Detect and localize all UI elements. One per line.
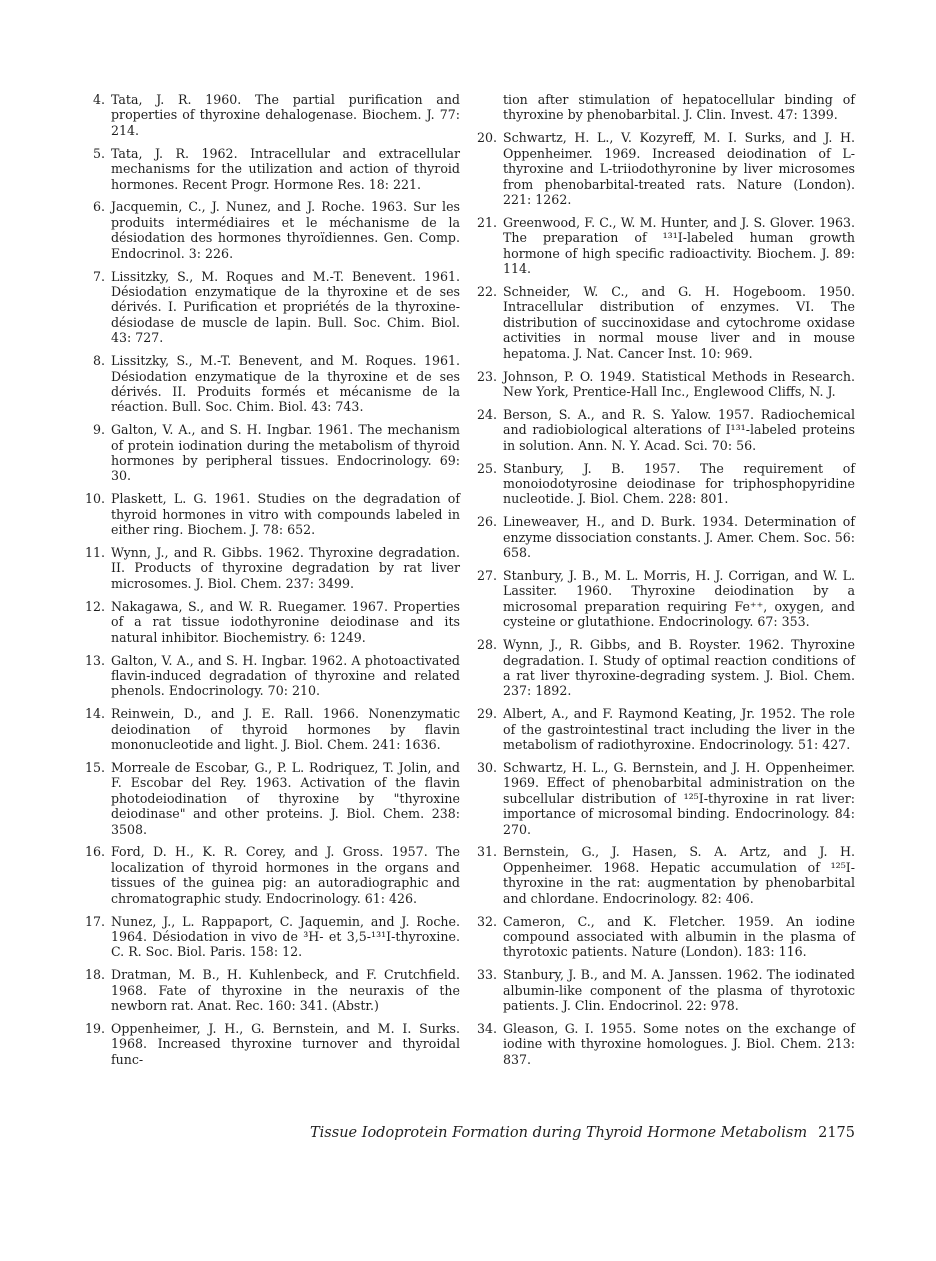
reference-entry bbox=[477, 637, 855, 699]
running-title: Tissue Iodoprotein Formation during Thyroid Hormone Metabolism bbox=[310, 1125, 808, 1141]
reference-number: 24. bbox=[477, 406, 498, 422]
reference-entry bbox=[85, 92, 460, 138]
reference-entry bbox=[477, 461, 855, 507]
reference-number: 10. bbox=[85, 491, 106, 507]
reference-text: Schwartz, H. L., G. Bernstein, and J. H. Oppenheimer. 1969. Effect of phenobarbital administration on the subcellular distribution of ¹²⁵I-thyroxine in rat liver: importance of microsomal binding. Endocrinology. 84: 270. bbox=[503, 759, 855, 837]
reference-text: tion after stimulation of hepatocellular binding of thyroxine by phenobarbital. J. Clin. Invest. 47: 1399. bbox=[503, 92, 855, 123]
reference-number: 9. bbox=[92, 422, 105, 438]
reference-text: Johnson, P. O. 1949. Statistical Methods in Research. New York, Prentice-Hall Inc., Englewood Cliffs, N. J. bbox=[503, 368, 855, 399]
reference-text: Morreale de Escobar, G., P. L. Rodriquez, T. Jolin, and F. Escobar del Rey. 1963. Activation of the flavin photodeiodination of thyroxine by "thyroxine deiodinase" and other proteins. J. Biol. Chem. 238: 3508. bbox=[111, 759, 460, 837]
reference-text: Stanbury, J. B., and M. A. Janssen. 1962. The iodinated albumin-like component of the plasma of thyrotoxic patients. J. Clin. Endocrinol. 22: 978. bbox=[503, 967, 855, 1014]
reference-text: Lineweaver, H., and D. Burk. 1934. Determination of enzyme dissociation constants. J. Amer. Chem. Soc. 56: 658. bbox=[503, 514, 855, 561]
reference-entry bbox=[477, 284, 855, 361]
reference-text: Stanbury, J. B. 1957. The requirement of monoiodotyrosine deiodinase for triphosphopyridine nucleotide. J. Biol. Chem. 228: 801. bbox=[503, 460, 855, 507]
reference-text: Tata, J. R. 1962. Intracellular and extracellular mechanisms for the utilization and action of thyroid hormones. Recent Progr. Hormone Res. 18: 221. bbox=[111, 145, 460, 192]
reference-entry bbox=[85, 914, 460, 960]
reference-entry bbox=[477, 514, 855, 560]
reference-entry bbox=[477, 215, 855, 277]
reference-entry bbox=[85, 844, 460, 906]
reference-number: 19. bbox=[85, 1021, 106, 1037]
reference-text: Nunez, J., L. Rappaport, C. Jaquemin, and J. Roche. 1964. Désiodation in vivo de ³H- et 3,5-¹³¹I-thyroxine. C. R. Soc. Biol. Paris. 158: 12. bbox=[111, 913, 460, 960]
reference-number: 12. bbox=[85, 598, 106, 614]
reference-entry bbox=[85, 599, 460, 645]
reference-number: 30. bbox=[477, 759, 498, 775]
reference-entry bbox=[85, 269, 460, 346]
reference-text: Jacquemin, C., J. Nunez, and J. Roche. 1963. Sur les produits intermédiaires et le méchanisme de la désiodation des hormones thyroïdiennes. Gen. Comp. Endocrinol. 3: 226. bbox=[111, 199, 460, 261]
reference-number: 8. bbox=[92, 353, 105, 369]
reference-number: 13. bbox=[85, 652, 106, 668]
reference-entry bbox=[85, 653, 460, 699]
reference-entry bbox=[477, 760, 855, 837]
reference-text: Albert, A., and F. Raymond Keating, Jr. 1952. The role of the gastrointestinal tract including the liver in the metabolism of radiothyroxine. Endocrinology. 51: 427. bbox=[503, 706, 855, 753]
reference-number: 33. bbox=[477, 967, 498, 983]
reference-entry bbox=[477, 914, 855, 960]
reference-text: Galton, V. A., and S. H. Ingbar. 1962. A photoactivated flavin-induced degradation of thyroxine and related phenols. Endocrinology. 70: 210. bbox=[111, 652, 460, 699]
reference-text: Reinwein, D., and J. E. Rall. 1966. Nonenzymatic deiodination of thyroid hormones by flavin mononucleotide and light. J. Biol. Chem. 241: 1636. bbox=[111, 706, 460, 753]
reference-number: 20. bbox=[477, 130, 498, 146]
reference-entry bbox=[85, 760, 460, 837]
reference-entry bbox=[477, 130, 855, 207]
reference-text: Plaskett, L. G. 1961. Studies on the degradation of thyroid hormones in vitro with compounds labeled in either ring. Biochem. J. 78: 652. bbox=[111, 491, 460, 538]
reference-entry bbox=[477, 1021, 855, 1067]
reference-text: Cameron, C., and K. Fletcher. 1959. An iodine compound associated with albumin in the plasma of thyrotoxic patients. Nature (London). 183: 116. bbox=[503, 913, 855, 960]
reference-text: Greenwood, F. C., W. M. Hunter, and J. S. Glover. 1963. The preparation of ¹³¹I-labeled human growth hormone of high specific radioactivity. Biochem. J. 89: 114. bbox=[503, 214, 855, 277]
reference-entry bbox=[85, 199, 460, 261]
reference-entry bbox=[477, 706, 855, 752]
reference-number: 17. bbox=[85, 913, 106, 929]
reference-number: 31. bbox=[477, 844, 498, 860]
reference-number: 5. bbox=[92, 145, 105, 161]
reference-text: Wynn, J., R. Gibbs, and B. Royster. 1962. Thyroxine degradation. I. Study of optimal reaction conditions of a rat liver thyroxine-degrading system. J. Biol. Chem. 237: 1892. bbox=[503, 637, 855, 699]
reference-number: 22. bbox=[477, 283, 498, 299]
reference-text: Wynn, J., and R. Gibbs. 1962. Thyroxine degradation. II. Products of thyroxine degradation by rat liver microsomes. J. Biol. Chem. 237: 3499. bbox=[111, 545, 460, 591]
reference-text: Gleason, G. I. 1955. Some notes on the exchange of iodine with thyroxine homologues. J. Biol. Chem. 213: 837. bbox=[503, 1021, 855, 1067]
reference-number: 32. bbox=[477, 913, 498, 929]
reference-number: 21. bbox=[477, 214, 498, 230]
page-number: 2175 bbox=[818, 1125, 855, 1141]
reference-text: Ford, D. H., K. R. Corey, and J. Gross. 1957. The localization of thyroid hormones in the organs and tissues of the guinea pig: an autoradiographic and chromatographic study. Endocrinology. 61: 426. bbox=[111, 844, 460, 906]
reference-entry bbox=[85, 491, 460, 537]
reference-entry bbox=[477, 369, 855, 400]
reference-entry bbox=[85, 967, 460, 1013]
reference-text: Nakagawa, S., and W. R. Ruegamer. 1967. Properties of a rat tissue iodothyronine deiodinase and its natural inhibitor. Biochemistry. 6: 1249. bbox=[111, 598, 460, 645]
reference-text: Dratman, M. B., H. Kuhlenbeck, and F. Crutchfield. 1968. Fate of thyroxine in the neuraxis of the newborn rat. Anat. Rec. 160: 341. (Abstr.) bbox=[111, 967, 460, 1014]
reference-entry bbox=[85, 353, 460, 415]
references-right-column bbox=[477, 92, 855, 1075]
reference-text: Berson, S. A., and R. S. Yalow. 1957. Radiochemical and radiobiological alterations of I¹³¹-labeled proteins in solution. Ann. N. Y. Acad. Sci. 70: 56. bbox=[503, 406, 855, 453]
reference-number: 18. bbox=[85, 967, 106, 983]
reference-number: 28. bbox=[477, 637, 498, 653]
reference-text: Schwartz, H. L., V. Kozyreff, M. I. Surks, and J. H. Oppenheimer. 1969. Increased deiodination of L-thyroxine and L-triiodothyronine by liver microsomes from phenobarbital-treated rats. Nature (London). 221: 1262. bbox=[503, 130, 855, 207]
reference-text: Oppenheimer, J. H., G. Bernstein, and M. I. Surks. 1968. Increased thyroxine turnover and thyroidal func- bbox=[111, 1021, 460, 1067]
reference-number: 27. bbox=[477, 567, 498, 583]
reference-entry bbox=[85, 706, 460, 752]
reference-number: 6. bbox=[92, 199, 105, 215]
reference-entry bbox=[477, 844, 855, 906]
references-left-column bbox=[85, 92, 460, 1075]
reference-entry bbox=[477, 407, 855, 453]
reference-number: 4. bbox=[92, 92, 105, 107]
reference-number: 7. bbox=[92, 268, 105, 284]
reference-number: 26. bbox=[477, 514, 498, 530]
reference-entry bbox=[85, 1021, 460, 1067]
reference-entry bbox=[85, 422, 460, 484]
reference-number: 11. bbox=[85, 545, 106, 561]
reference-text: Schneider, W. C., and G. H. Hogeboom. 1950. Intracellular distribution of enzymes. VI. The distribution of succinoxidase and cytochrome oxidase activities in normal mouse liver and in mouse hepatoma. J. Nat. Cancer Inst. 10: 969. bbox=[503, 283, 855, 361]
reference-entry bbox=[477, 967, 855, 1013]
reference-entry bbox=[85, 146, 460, 192]
reference-text: Lissitzky, S., M. Roques and M.-T. Benevent. 1961. Désiodation enzymatique de la thyroxine et de ses dérivés. I. Purification et propriétés de la thyroxine-désiodase de muscle de lapin. Bull. Soc. Chim. Biol. 43: 727. bbox=[111, 268, 460, 346]
reference-entry bbox=[477, 568, 855, 630]
reference-text: Tata, J. R. 1960. The partial purification and properties of thyroxine dehalogenase. Biochem. J. 77: 214. bbox=[111, 92, 460, 138]
reference-number: 14. bbox=[85, 706, 106, 722]
reference-number: 25. bbox=[477, 460, 498, 476]
reference-number: 29. bbox=[477, 706, 498, 722]
reference-text: Bernstein, G., J. Hasen, S. A. Artz, and J. H. Oppenheimer. 1968. Hepatic accumulation of ¹²⁵I-thyroxine in the rat: augmentation by phenobarbital and chlordane. Endocrinology. 82: 406. bbox=[503, 844, 855, 906]
reference-text: Galton, V. A., and S. H. Ingbar. 1961. The mechanism of protein iodination during the metabolism of thyroid hormones by peripheral tissues. Endocrinology. 69: 30. bbox=[111, 422, 460, 484]
reference-number: 16. bbox=[85, 844, 106, 860]
reference-number: 15. bbox=[85, 759, 106, 775]
reference-text: Stanbury, J. B., M. L. Morris, H. J. Corrigan, and W. L. Lassiter. 1960. Thyroxine deiodination by a microsomal preparation requiring Fe⁺⁺, oxygen, and cysteine or glutathione. Endocrinology. 67: 353. bbox=[503, 567, 855, 630]
reference-continuation bbox=[477, 92, 855, 123]
reference-number: 34. bbox=[477, 1021, 498, 1037]
reference-number: 23. bbox=[477, 368, 498, 384]
reference-entry bbox=[85, 545, 460, 591]
reference-text: Lissitzky, S., M.-T. Benevent, and M. Roques. 1961. Désiodation enzymatique de la thyroxine et de ses dérivés. II. Produits formés et mécanisme de la réaction. Bull. Soc. Chim. Biol. 43: 743. bbox=[111, 353, 460, 415]
